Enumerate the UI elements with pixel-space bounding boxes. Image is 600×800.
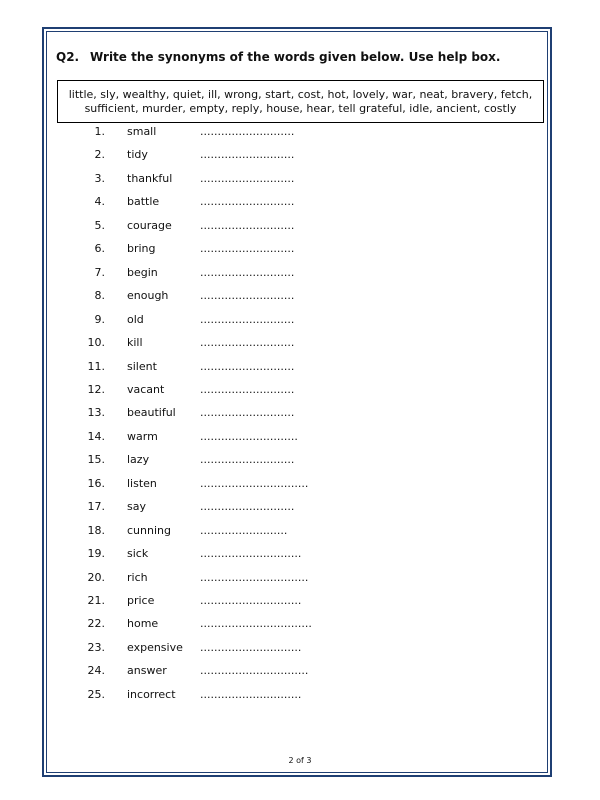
answer-blank[interactable]: ........................... [200,171,295,185]
item-number: 20. [87,570,105,584]
question-text: Write the synonyms of the words given below. Use help box. [90,50,501,64]
item-number: 14. [87,429,105,443]
item-word: enough [127,289,169,303]
item-word: beautiful [127,406,176,420]
item-word: incorrect [127,687,176,701]
item-word: kill [127,336,143,350]
answer-blank[interactable]: ............................ [200,429,298,443]
item-word: vacant [127,382,165,396]
item-word: warm [127,429,158,443]
item-number: 5. [94,218,105,232]
help-box-line-2: sufficient, murder, empty, reply, house, hear, tell grateful, idle, ancient, costly [84,102,517,115]
item-number: 24. [87,664,105,678]
answer-blank[interactable]: ............................... [200,664,309,678]
item-number: 1. [94,125,105,138]
answer-blank[interactable]: ........................... [200,382,295,396]
item-word: lazy [127,453,150,467]
item-word: price [127,594,155,607]
item-number: 11. [87,359,105,373]
item-word: tidy [127,148,148,162]
item-number: 9. [94,312,105,326]
answer-blank[interactable]: ........................... [200,195,295,209]
item-number: 22. [87,617,105,631]
answer-blank[interactable]: ........................... [200,125,295,138]
item-word: listen [127,476,157,490]
item-number: 23. [87,640,105,654]
item-number: 7. [94,265,105,279]
item-word: rich [127,570,148,584]
item-number: 10. [87,336,105,350]
item-number: 25. [87,687,105,701]
item-number: 19. [87,547,105,561]
answer-blank[interactable]: ........................... [200,148,295,162]
answer-blank[interactable]: ............................. [200,640,302,654]
item-word: cunning [127,523,171,537]
answer-blank[interactable]: ........................... [200,336,295,350]
item-word: sick [127,547,149,561]
item-word: silent [127,359,157,373]
item-word: battle [127,195,160,209]
item-number: 18. [87,523,105,537]
item-number: 12. [87,382,105,396]
item-number: 15. [87,453,105,467]
answer-blank[interactable]: ................................ [200,617,312,631]
question-number: Q2. [56,50,80,64]
answer-blank[interactable]: ............................... [200,570,309,584]
item-word: home [127,617,159,631]
item-word: thankful [127,171,173,185]
answer-blank[interactable]: ........................... [200,453,295,467]
answer-blank[interactable]: ........................... [200,242,295,256]
item-number: 3. [94,171,105,185]
answer-blank[interactable]: ........................... [200,289,295,303]
item-number: 8. [94,289,105,303]
page-number: 2 of 3 [288,756,312,765]
answer-blank[interactable]: ............................. [200,547,302,561]
item-word: small [127,125,157,138]
answer-blank[interactable]: ........................... [200,312,295,326]
answer-blank[interactable]: ............................. [200,687,302,701]
help-box-line-1: little, sly, wealthy, quiet, ill, wrong, start, cost, hot, lovely, war, neat, bravery, fetch, [68,88,533,101]
item-number: 4. [94,195,105,209]
item-number: 13. [87,406,105,420]
item-word: answer [127,664,167,678]
answer-blank[interactable]: ........................... [200,265,295,279]
answer-blank[interactable]: ........................... [200,218,295,232]
item-number: 17. [87,500,105,514]
item-number: 16. [87,476,105,490]
answer-blank[interactable]: ........................... [200,359,295,373]
item-word: bring [127,242,156,256]
item-word: courage [127,218,172,232]
answer-blank[interactable]: ........................... [200,406,295,420]
item-word: begin [127,265,158,279]
item-number: 6. [94,242,105,256]
item-number: 2. [94,148,105,162]
item-word: expensive [127,640,183,654]
answer-blank[interactable]: ........................... [200,500,295,514]
item-word: old [127,312,144,326]
answer-blank[interactable]: ......................... [200,523,288,537]
item-number: 21. [87,594,105,607]
item-word: say [127,500,146,514]
answer-blank[interactable]: ............................... [200,476,309,490]
answer-blank[interactable]: ............................. [200,594,302,607]
